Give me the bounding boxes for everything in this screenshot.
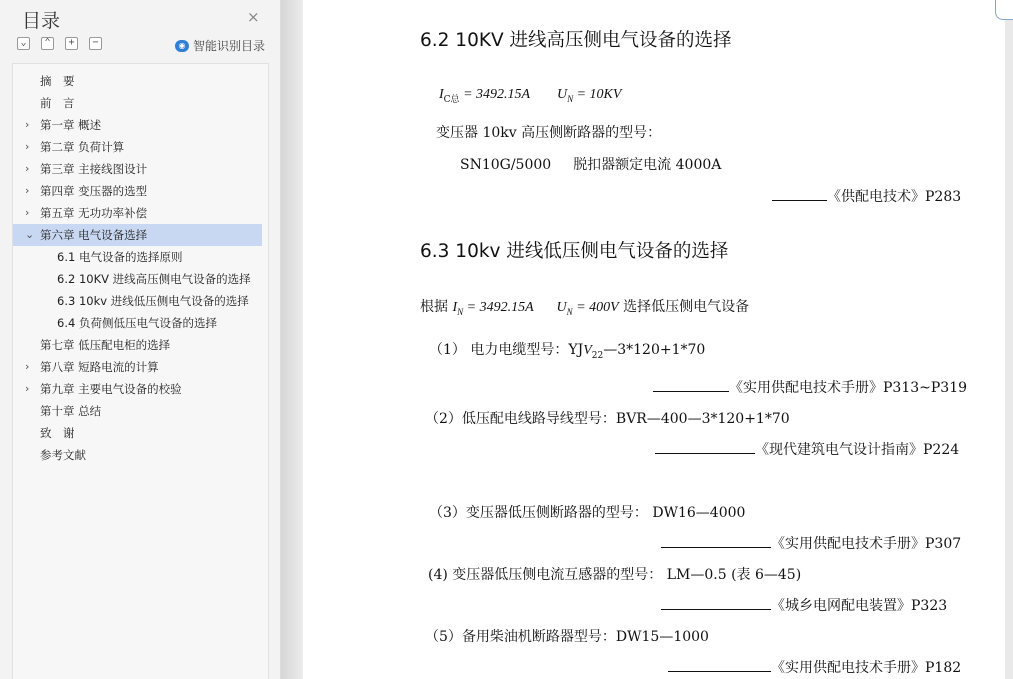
item-3-lv-breaker-model: （3）变压器低压侧断路器的型号： DW16—4000 xyxy=(429,505,746,521)
lv-basis-line: 根据 $I_N = 3492.15A$ $U_N = 400V$ 选择低压侧电气设备 xyxy=(420,299,750,317)
panel-divider[interactable] xyxy=(281,0,303,679)
hv-breaker-question: 变压器 10kv 高压侧断路器的型号： xyxy=(436,125,662,141)
toc-item-label: 致 谢 xyxy=(40,426,75,440)
chevron-right-icon[interactable]: › xyxy=(25,162,30,175)
reference-3: 《现代建筑电气设计指南》P224 xyxy=(655,439,959,459)
smart-recognize-icon: ◉ xyxy=(175,40,189,52)
toc-item-label: 摘 要 xyxy=(40,74,75,88)
item-4-ct-model: (4) 变压器低压侧电流互感器的型号： LM—0.5 (表 6—45) xyxy=(428,567,802,583)
toc-item-label: 参考文献 xyxy=(40,448,86,462)
document-page xyxy=(303,0,1005,679)
toc-item-label: 前 言 xyxy=(40,96,75,110)
toc-item-label: 第九章 主要电气设备的校验 xyxy=(40,382,182,396)
toc-item[interactable] xyxy=(13,114,262,136)
reference-6: 《实用供配电技术手册》P182 xyxy=(668,657,961,677)
hv-breaker-answer: SN10G/5000 脱扣器额定电流 4000A xyxy=(460,157,722,173)
toc-item-label: 第一章 概述 xyxy=(40,118,102,132)
toc-item[interactable] xyxy=(13,136,262,158)
toc-item-label: 第五章 无功功率补偿 xyxy=(40,206,148,220)
toc-sidebar xyxy=(0,0,281,679)
close-icon[interactable]: × xyxy=(247,8,260,26)
toc-item[interactable] xyxy=(13,290,262,312)
toc-item-label: 6.3 10kv 进线低压侧电气设备的选择 xyxy=(57,294,249,308)
toc-item-label: 第三章 主接线图设计 xyxy=(40,162,148,176)
toc-item[interactable] xyxy=(13,356,262,378)
toc-item[interactable] xyxy=(13,92,262,114)
toc-item[interactable] xyxy=(13,224,262,246)
item-2-conductor-model: （2）低压配电线路导线型号：BVR—400—3*120+1*70 xyxy=(425,411,790,427)
reference-2: 《实用供配电技术手册》P313~P319 xyxy=(653,377,967,397)
toc-item-label: 第六章 电气设备选择 xyxy=(40,228,148,242)
toc-list xyxy=(12,63,269,679)
chevron-right-icon[interactable]: › xyxy=(25,184,30,197)
item-1-cable-model: （1） 电力电缆型号：$YJV_{22}—3*120+1*70$ xyxy=(429,342,706,361)
reference-1: 《供配电技术》P283 xyxy=(772,186,961,206)
toc-item-label: 6.4 负荷侧低压电气设备的选择 xyxy=(57,316,217,330)
toc-item[interactable] xyxy=(13,70,262,92)
chevron-right-icon[interactable]: › xyxy=(25,382,30,395)
chevron-right-icon[interactable]: › xyxy=(25,360,30,373)
chevron-right-icon[interactable]: › xyxy=(25,118,30,131)
toc-item[interactable] xyxy=(13,312,262,334)
smart-toc-label: 智能识别目录 xyxy=(193,39,266,53)
toc-item-label: 第八章 短路电流的计算 xyxy=(40,360,159,374)
expand-all-icon[interactable]: ⌄ xyxy=(17,37,30,50)
toc-item[interactable] xyxy=(13,334,262,356)
toc-item[interactable] xyxy=(13,268,262,290)
reference-5: 《城乡电网配电装置》P323 xyxy=(661,595,947,615)
item-5-diesel-breaker-model: （5）备用柴油机断路器型号：DW15—1000 xyxy=(425,629,709,645)
toc-item[interactable] xyxy=(13,158,262,180)
toc-item-label: 第十章 总结 xyxy=(40,404,102,418)
chevron-right-icon[interactable]: › xyxy=(25,140,30,153)
toc-item[interactable] xyxy=(13,180,262,202)
toc-item-label: 6.1 电气设备的选择原则 xyxy=(57,250,183,264)
toc-item[interactable] xyxy=(13,246,262,268)
toc-item[interactable] xyxy=(13,444,262,466)
toc-item[interactable] xyxy=(13,400,262,422)
section-heading-6-3: 6.3 10kv 进线低压侧电气设备的选择 xyxy=(420,241,729,262)
reference-4: 《实用供配电技术手册》P307 xyxy=(661,533,961,553)
toc-item[interactable] xyxy=(13,378,262,400)
collapse-all-icon[interactable]: ⌃ xyxy=(41,37,54,50)
toc-item-label: 6.2 10KV 进线高压侧电气设备的选择 xyxy=(57,272,251,286)
chevron-down-icon[interactable]: ⌄ xyxy=(25,228,35,241)
rated-current-voltage-equation: $I_{C总} = 3492.15A$ $U_N = 10KV$ xyxy=(439,87,622,105)
chevron-right-icon[interactable]: › xyxy=(25,206,30,219)
smart-toc-button[interactable] xyxy=(175,37,265,54)
toc-item[interactable] xyxy=(13,422,262,444)
toc-item-label: 第七章 低压配电柜的选择 xyxy=(40,338,171,352)
remove-item-icon[interactable]: − xyxy=(89,37,102,50)
toc-item[interactable] xyxy=(13,202,262,224)
toc-item-label: 第二章 负荷计算 xyxy=(40,140,125,154)
section-heading-6-2: 6.2 10KV 进线高压侧电气设备的选择 xyxy=(420,30,732,51)
toc-item-label: 第四章 变压器的选型 xyxy=(40,184,148,198)
sidebar-title: 目录 xyxy=(22,10,61,32)
add-item-icon[interactable]: + xyxy=(65,37,78,50)
floating-tool-icon[interactable] xyxy=(995,0,1013,20)
toc-toolbar xyxy=(17,37,102,50)
